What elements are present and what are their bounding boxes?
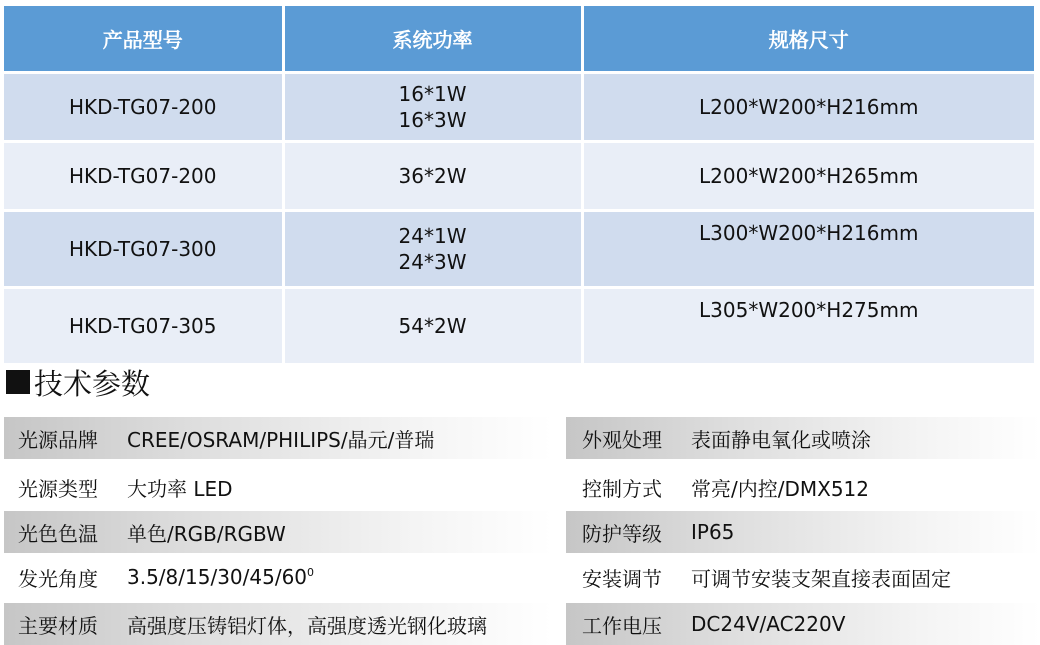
spec-label: 光源类型 [18, 476, 98, 501]
cell-model: HKD-TG07-200 [4, 142, 283, 211]
spec-row-mounting [566, 556, 1040, 598]
spec-value [123, 565, 314, 589]
power-line: 16*3W [398, 108, 467, 132]
product-table [4, 6, 1034, 363]
spec-label: 控制方式 [582, 476, 662, 501]
cell-power [283, 73, 582, 142]
table-row [4, 288, 1034, 364]
spec-row-control [566, 466, 1040, 508]
spec-value: 表面静电氧化或喷涂 [691, 427, 871, 452]
power-line: 16*1W [398, 82, 467, 106]
cell-size: L200*W200*H216mm [582, 73, 1034, 142]
degree-superscript: 0 [307, 566, 315, 579]
cell-model: HKD-TG07-305 [4, 288, 283, 364]
cell-model: HKD-TG07-300 [4, 211, 283, 288]
spec-value: 可调节安装支架直接表面固定 [691, 566, 951, 591]
cell-size: L300*W200*H216mm [582, 211, 1034, 288]
power-line: 24*3W [398, 250, 467, 274]
spec-row-color-temp [4, 511, 552, 553]
spec-label: 安装调节 [582, 566, 662, 591]
spec-value: 高强度压铸铝灯体，高强度透光钢化玻璃 [127, 613, 487, 638]
spec-value: 大功率 LED [127, 476, 233, 501]
spec-label: 发光角度 [18, 566, 98, 591]
spec-value: DC24V/AC220V [691, 612, 846, 636]
spec-label: 光色色温 [18, 521, 98, 546]
spec-label: 外观处理 [582, 427, 662, 452]
table-header-row [4, 6, 1034, 73]
table-row [4, 73, 1034, 142]
section-heading [6, 362, 150, 402]
section-title-text: 技术参数 [34, 366, 151, 401]
spec-value: 常亮/内控/DMX512 [691, 476, 870, 501]
spec-label: 光源品牌 [18, 427, 98, 452]
spec-row-beam-angle [4, 556, 552, 598]
table-row [4, 142, 1034, 211]
cell-power [283, 288, 582, 364]
power-line: 24*1W [398, 224, 467, 248]
spec-row-light-type [4, 466, 552, 508]
spec-row-ip-rating [566, 511, 1040, 553]
spec-value: CREE/OSRAM/PHILIPS/晶元/普瑞 [127, 427, 435, 452]
spec-label: 工作电压 [582, 613, 662, 638]
power-line: 54*2W [398, 314, 467, 338]
cell-power [283, 142, 582, 211]
header-size: 规格尺寸 [582, 6, 1034, 73]
table-row [4, 211, 1034, 288]
cell-power [283, 211, 582, 288]
header-model: 产品型号 [4, 6, 283, 73]
cell-size: L200*W200*H265mm [582, 142, 1034, 211]
spec-value: 单色/RGB/RGBW [127, 521, 286, 546]
beam-angle-values: 3.5/8/15/30/45/60 [127, 565, 308, 589]
spec-value: IP65 [691, 520, 735, 544]
black-square-icon [6, 370, 30, 394]
cell-model: HKD-TG07-200 [4, 73, 283, 142]
spec-row-finish [566, 417, 1040, 459]
header-power: 系统功率 [283, 6, 582, 73]
power-line: 36*2W [398, 164, 467, 188]
spec-row-light-brand [4, 417, 552, 459]
spec-row-material [4, 603, 552, 645]
spec-row-voltage [566, 603, 1040, 645]
spec-label: 防护等级 [582, 521, 662, 546]
cell-size: L305*W200*H275mm [582, 288, 1034, 364]
spec-label: 主要材质 [18, 613, 98, 638]
